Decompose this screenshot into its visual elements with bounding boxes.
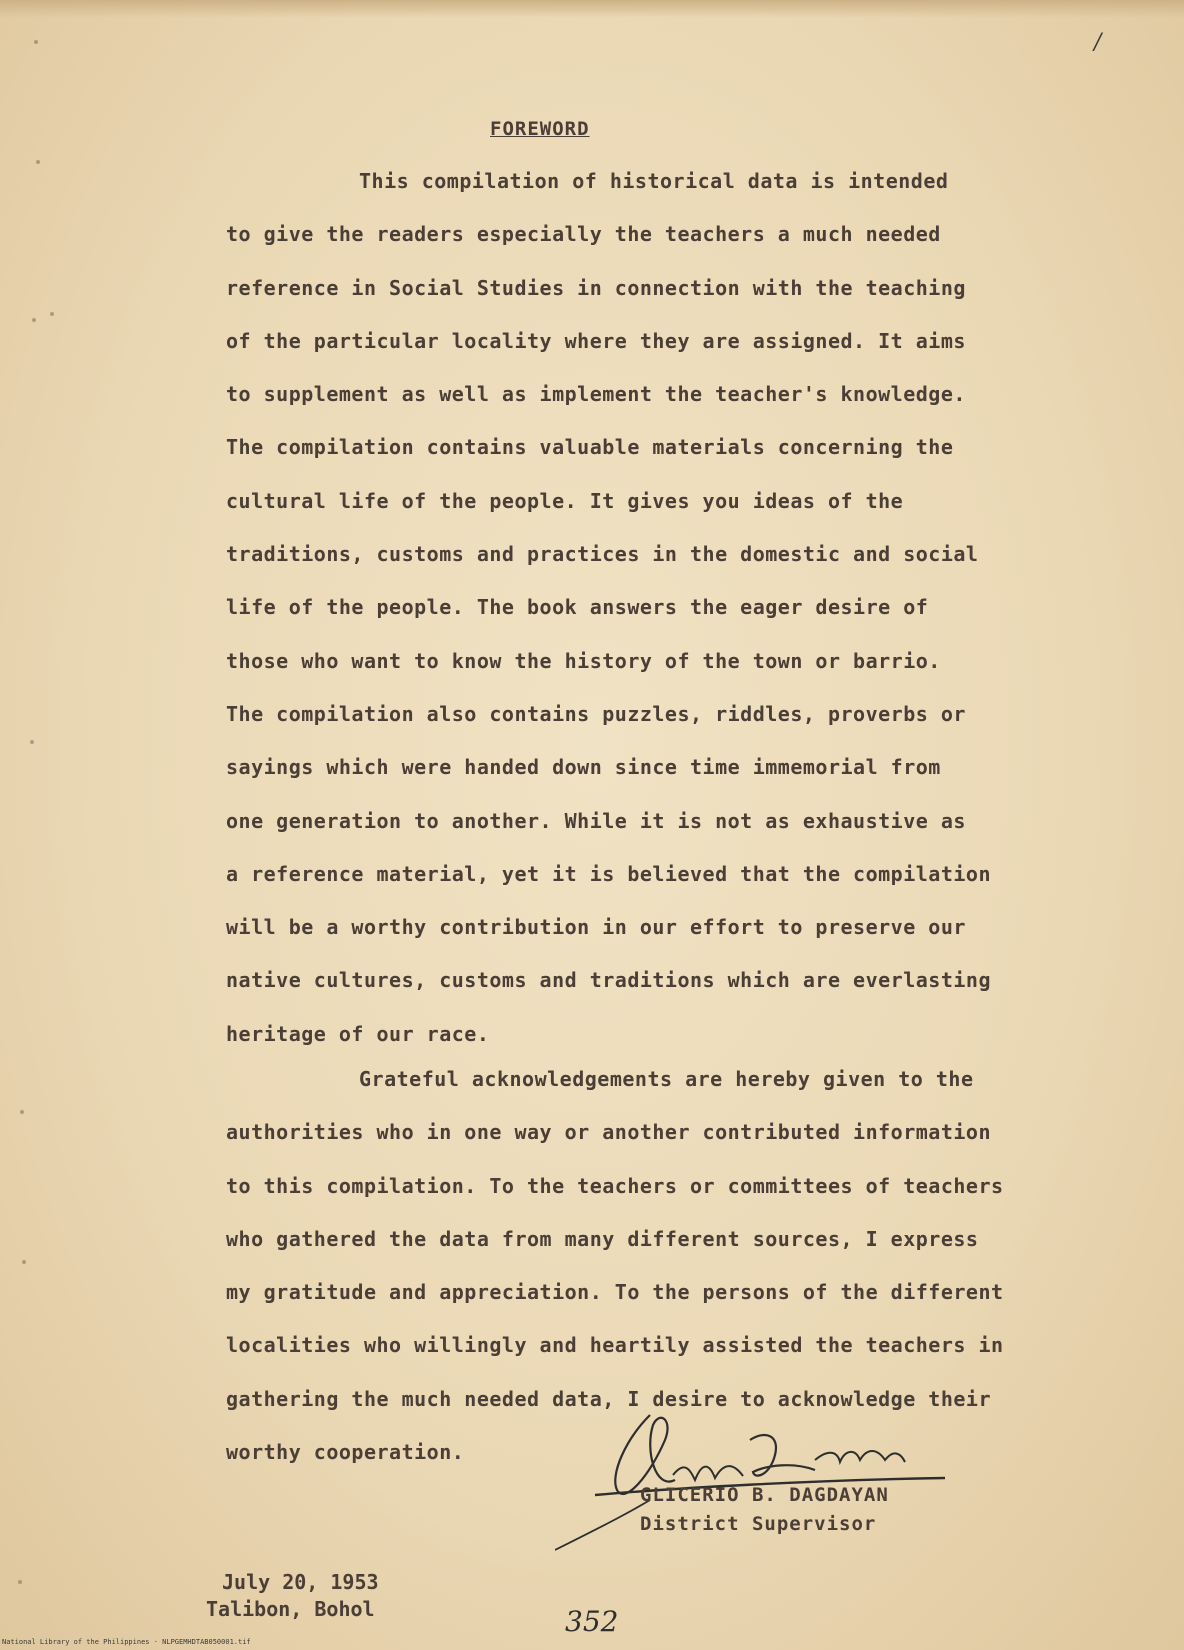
- document-date: July 20, 1953: [222, 1570, 379, 1594]
- text-line: to this compilation. To the teachers or committees of teachers: [226, 1173, 1004, 1198]
- margin-speck: [30, 740, 34, 744]
- margin-speck: [32, 318, 36, 322]
- signatory-name: GLICERIO B. DAGDAYAN: [640, 1484, 889, 1506]
- text-line: This compilation of historical data is intended: [359, 169, 949, 193]
- margin-speck: [50, 312, 54, 316]
- text-line: will be a worthy contribution in our effort to preserve our: [226, 915, 966, 940]
- text-line: to give the readers especially the teachers a much needed: [226, 222, 941, 247]
- text-line: gathering the much needed data, I desire to acknowledge their: [226, 1386, 992, 1411]
- paragraph-intro: [226, 155, 1056, 1061]
- text-line: a reference material, yet it is believed that the compilation: [226, 861, 992, 886]
- text-line: Grateful acknowledgements are hereby given to the: [359, 1067, 974, 1091]
- text-line: authorities who in one way or another contributed information: [226, 1120, 992, 1145]
- text-line: reference in Social Studies in connection with the teaching: [226, 275, 966, 300]
- archive-footer: National Library of the Philippines · NLPGEMHDTAB050001.tif: [2, 1638, 251, 1646]
- handwritten-page-number: 352: [565, 1605, 619, 1638]
- margin-speck: [18, 1580, 22, 1584]
- text-line: of the particular locality where they are assigned. It aims: [226, 328, 966, 353]
- page-mark: /: [1094, 30, 1102, 55]
- document-place: Talibon, Bohol: [206, 1597, 375, 1621]
- text-line: worthy cooperation.: [226, 1440, 465, 1465]
- text-line: The compilation contains valuable materials concerning the: [226, 435, 954, 460]
- margin-speck: [20, 1110, 24, 1114]
- text-line: sayings which were handed down since time immemorial from: [226, 755, 941, 780]
- text-line: heritage of our race.: [226, 1021, 490, 1046]
- text-line: cultural life of the people. It gives you ideas of the: [226, 488, 904, 513]
- text-line: traditions, customs and practices in the domestic and social: [226, 542, 979, 567]
- margin-speck: [22, 1260, 26, 1264]
- text-line: localities who willingly and heartily assisted the teachers in: [226, 1333, 1004, 1358]
- text-line: one generation to another. While it is not as exhaustive as: [226, 808, 966, 833]
- text-line: The compilation also contains puzzles, riddles, proverbs or: [226, 701, 966, 726]
- text-line: life of the people. The book answers the eager desire of: [226, 595, 929, 620]
- text-line: to supplement as well as implement the teacher's knowledge.: [226, 382, 966, 407]
- text-line: those who want to know the history of the town or barrio.: [226, 648, 941, 673]
- page-title: FOREWORD: [490, 118, 590, 140]
- text-line: who gathered the data from many different sources, I express: [226, 1226, 979, 1251]
- margin-speck: [36, 160, 40, 164]
- text-line: native cultures, customs and traditions which are everlasting: [226, 968, 992, 993]
- text-line: my gratitude and appreciation. To the persons of the different: [226, 1280, 1004, 1305]
- margin-speck: [34, 40, 38, 44]
- signatory-title: District Supervisor: [640, 1513, 877, 1535]
- paper-edge-stain: [0, 0, 1184, 18]
